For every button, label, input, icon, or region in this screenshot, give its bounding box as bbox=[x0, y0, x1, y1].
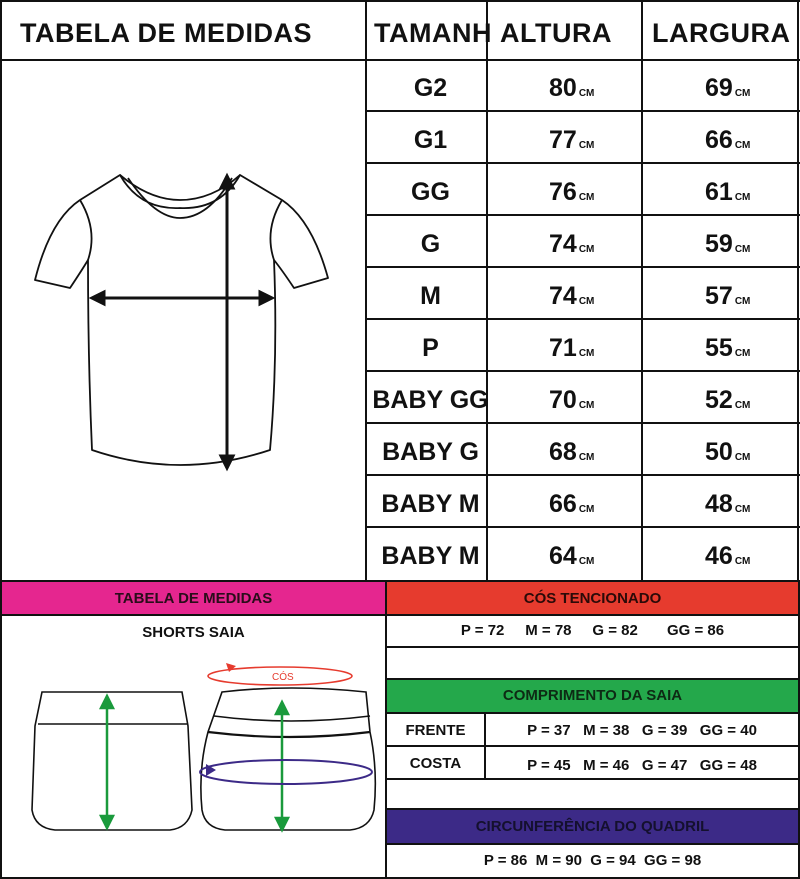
width-unit: CM bbox=[734, 556, 751, 567]
height-cell bbox=[549, 282, 594, 311]
width-cell bbox=[705, 438, 750, 467]
row-divider bbox=[365, 526, 800, 528]
table-title: TABELA DE MEDIDAS bbox=[20, 18, 312, 48]
divider bbox=[0, 614, 387, 616]
width-value: 57 bbox=[705, 282, 733, 310]
row-divider bbox=[365, 370, 800, 372]
table-border-top bbox=[0, 0, 800, 2]
col-divider-3 bbox=[641, 0, 643, 580]
width-value: 48 bbox=[705, 490, 733, 518]
height-unit: CM bbox=[578, 400, 595, 411]
waist-header: CÓS TENCIONADO bbox=[387, 582, 798, 615]
col-header-height: ALTURA bbox=[500, 18, 612, 48]
width-unit: CM bbox=[734, 400, 751, 411]
height-unit: CM bbox=[578, 244, 595, 255]
height-unit: CM bbox=[578, 452, 595, 463]
size-cell: P bbox=[422, 334, 439, 362]
height-value: 74 bbox=[549, 282, 577, 310]
table-border-left bbox=[0, 0, 2, 580]
size-cell: BABY M bbox=[381, 542, 480, 570]
width-cell bbox=[705, 490, 750, 519]
tshirt-illustration bbox=[20, 160, 340, 490]
width-unit: CM bbox=[734, 244, 751, 255]
size-cell: BABY GG bbox=[372, 386, 489, 414]
row-divider bbox=[365, 474, 800, 476]
width-cell bbox=[705, 542, 750, 571]
height-cell bbox=[549, 386, 594, 415]
size-cell: G2 bbox=[413, 74, 448, 102]
height-unit: CM bbox=[578, 348, 595, 359]
height-unit: CM bbox=[578, 88, 595, 99]
width-value: 66 bbox=[705, 126, 733, 154]
col-divider-1 bbox=[365, 0, 367, 580]
divider bbox=[387, 712, 798, 714]
table-border-right bbox=[797, 0, 799, 580]
size-cell: M bbox=[420, 282, 441, 310]
row-divider bbox=[365, 110, 800, 112]
front-label: FRENTE bbox=[405, 722, 466, 739]
height-unit: CM bbox=[578, 296, 595, 307]
height-cell bbox=[549, 230, 594, 259]
width-value: 46 bbox=[705, 542, 733, 570]
height-unit: CM bbox=[578, 140, 595, 151]
width-unit: CM bbox=[734, 504, 751, 515]
header-divider bbox=[0, 59, 800, 61]
width-cell bbox=[705, 282, 750, 311]
height-cell bbox=[549, 490, 594, 519]
width-value: 55 bbox=[705, 334, 733, 362]
back-label: COSTA bbox=[409, 755, 462, 772]
shorts-table-title: TABELA DE MEDIDAS bbox=[2, 582, 385, 615]
row-divider bbox=[365, 422, 800, 424]
divider bbox=[387, 646, 798, 648]
width-value: 52 bbox=[705, 386, 733, 414]
shorts-subtitle: SHORTS SAIA bbox=[142, 624, 245, 641]
waist-label: CÓS bbox=[272, 672, 294, 683]
height-value: 76 bbox=[549, 178, 577, 206]
back-values: P = 45 M = 46 G = 47 GG = 48 bbox=[527, 757, 757, 774]
width-unit: CM bbox=[734, 296, 751, 307]
width-unit: CM bbox=[734, 88, 751, 99]
height-cell bbox=[549, 438, 594, 467]
width-value: 50 bbox=[705, 438, 733, 466]
col-header-size: TAMANH bbox=[374, 18, 492, 48]
height-unit: CM bbox=[578, 504, 595, 515]
size-cell: GG bbox=[411, 178, 450, 206]
size-cell: G1 bbox=[413, 126, 448, 154]
waist-values: P = 72 M = 78 G = 82 GG = 86 bbox=[460, 622, 725, 639]
size-cell: BABY M bbox=[381, 490, 480, 518]
width-value: 59 bbox=[705, 230, 733, 258]
width-cell bbox=[705, 386, 750, 415]
height-cell bbox=[549, 334, 594, 363]
size-cell: G bbox=[420, 230, 441, 258]
width-value: 69 bbox=[705, 74, 733, 102]
hip-header: CIRCUNFERÊNCIA DO QUADRIL bbox=[387, 810, 798, 843]
width-unit: CM bbox=[734, 452, 751, 463]
row-divider bbox=[365, 266, 800, 268]
height-cell bbox=[549, 542, 594, 571]
height-unit: CM bbox=[578, 192, 595, 203]
width-unit: CM bbox=[734, 192, 751, 203]
width-value: 61 bbox=[705, 178, 733, 206]
height-cell bbox=[549, 126, 594, 155]
hip-values: P = 86 M = 90 G = 94 GG = 98 bbox=[483, 852, 702, 869]
skirt-length-header: COMPRIMENTO DA SAIA bbox=[387, 680, 798, 712]
width-cell bbox=[705, 334, 750, 363]
height-cell bbox=[549, 178, 594, 207]
height-value: 77 bbox=[549, 126, 577, 154]
height-cell bbox=[549, 74, 594, 103]
row-divider bbox=[365, 162, 800, 164]
front-values: P = 37 M = 38 G = 39 GG = 40 bbox=[527, 722, 757, 739]
width-cell bbox=[705, 230, 750, 259]
row-divider bbox=[365, 214, 800, 216]
height-value: 70 bbox=[549, 386, 577, 414]
height-unit: CM bbox=[578, 556, 595, 567]
height-value: 68 bbox=[549, 438, 577, 466]
divider bbox=[387, 843, 798, 845]
row-divider bbox=[365, 318, 800, 320]
width-unit: CM bbox=[734, 140, 751, 151]
col-header-width: LARGURA bbox=[652, 18, 791, 48]
divider bbox=[387, 778, 798, 780]
size-cell: BABY G bbox=[382, 438, 479, 466]
shorts-illustration bbox=[10, 660, 380, 840]
divider bbox=[387, 614, 798, 616]
height-value: 71 bbox=[549, 334, 577, 362]
width-cell bbox=[705, 126, 750, 155]
height-value: 66 bbox=[549, 490, 577, 518]
height-value: 74 bbox=[549, 230, 577, 258]
width-cell bbox=[705, 74, 750, 103]
width-unit: CM bbox=[734, 348, 751, 359]
height-value: 80 bbox=[549, 74, 577, 102]
width-cell bbox=[705, 178, 750, 207]
height-value: 64 bbox=[549, 542, 577, 570]
divider bbox=[387, 745, 798, 747]
